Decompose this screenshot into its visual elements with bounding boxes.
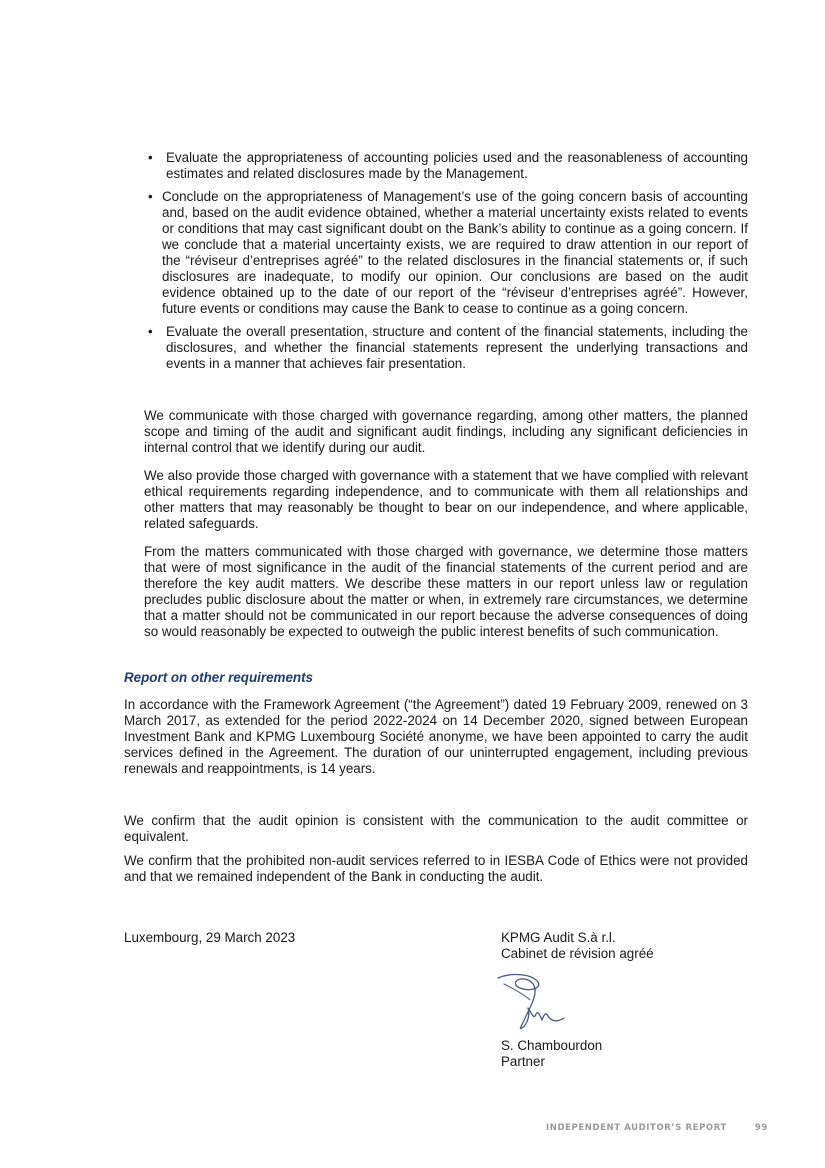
footer-title: INDEPENDENT AUDITOR’S REPORT	[546, 1123, 727, 1133]
signer-name: S. Chambourdon	[501, 1038, 603, 1053]
governance-communication-paragraph: We communicate with those charged with governance regarding, among other matters, the planned scope and timing of the audit and significant audit findings, including any significant deficiencies in internal control that we identify during our audit.	[144, 408, 748, 455]
framework-agreement-paragraph: In accordance with the Framework Agreement (“the Agreement”) dated 19 February 2009, renewed on 3 March 2017, as extended for the period 2022-2024 on 14 December 2020, signed between European Investment Bank and KPMG Luxembourg Société anonyme, we have been appointed to carry the audit services defined in the Agreement. The duration of our uninterrupted engagement, including previous renewals and reappointments, is 14 years.	[124, 697, 748, 776]
bullet-icon: •	[148, 150, 153, 165]
signer-block	[501, 1038, 602, 1070]
firm-name: KPMG Audit S.à r.l.	[501, 930, 616, 945]
bullet-icon: •	[148, 189, 153, 204]
audit-responsibilities-list	[146, 150, 748, 379]
audit-opinion-confirmation: We confirm that the audit opinion is consistent with the communication to the audit committee or equivalent.	[124, 813, 748, 844]
place-and-date: Luxembourg, 29 March 2023	[124, 930, 296, 945]
handwritten-signature	[492, 970, 572, 1034]
section-heading: Report on other requirements	[124, 670, 313, 685]
list-item-text: Evaluate the overall presentation, structure and content of the financial statements, including the disclosures, and whether the financial statements represent the underlying transactions and events in a manner that achieves fair presentation.	[166, 324, 748, 371]
list-item-text: Evaluate the appropriateness of accounting policies used and the reasonableness of accounting estimates and related disclosures made by the Management.	[166, 150, 748, 181]
page-footer	[546, 1120, 768, 1136]
bullet-icon: •	[148, 324, 153, 339]
list-item-text: Conclude on the appropriateness of Management’s use of the going concern basis of accounting and, based on the audit evidence obtained, whether a material uncertainty exists related to events or conditions that may cast significant doubt on the Bank’s ability to continue as a going concern. If we conclude that a material uncertainty exists, we are required to draw attention in our report of the “réviseur d’entreprises agréé” to the related disclosures in the financial statements or, if such disclosures are inadequate, to modify our opinion. Our conclusions are based on the audit evidence obtained up to the date of our report of the “réviseur d’entreprises agréé”. However, future events or conditions may cause the Bank to cease to continue as a going concern.	[162, 189, 748, 316]
independence-statement-paragraph: We also provide those charged with governance with a statement that we have complied with relevant ethical requirements regarding independence, and to communicate with them all relationships and other matters that may reasonably be thought to bear on our independence, and where applicable, related safeguards.	[144, 468, 748, 531]
key-audit-matters-paragraph: From the matters communicated with those charged with governance, we determine those matters that were of most significance in the audit of the financial statements of the current period and are therefore the key audit matters. We describe these matters in our report unless law or regulation precludes public disclosure about the matter or when, in extremely rare circumstances, we determine that a matter should not be communicated in our report because the adverse consequences of doing so would reasonably be expected to outweigh the public interest benefits of such communication.	[144, 544, 748, 639]
signer-title: Partner	[501, 1054, 545, 1069]
list-item	[146, 189, 748, 317]
firm-type: Cabinet de révision agréé	[501, 946, 654, 961]
non-audit-services-confirmation: We confirm that the prohibited non-audit services referred to in IESBA Code of Ethics were not provided and that we remained independent of the Bank in conducting the audit.	[124, 853, 748, 884]
list-item	[146, 150, 748, 182]
list-item	[146, 324, 748, 372]
page-number: 99	[754, 1123, 768, 1133]
auditor-firm-block	[501, 930, 654, 962]
